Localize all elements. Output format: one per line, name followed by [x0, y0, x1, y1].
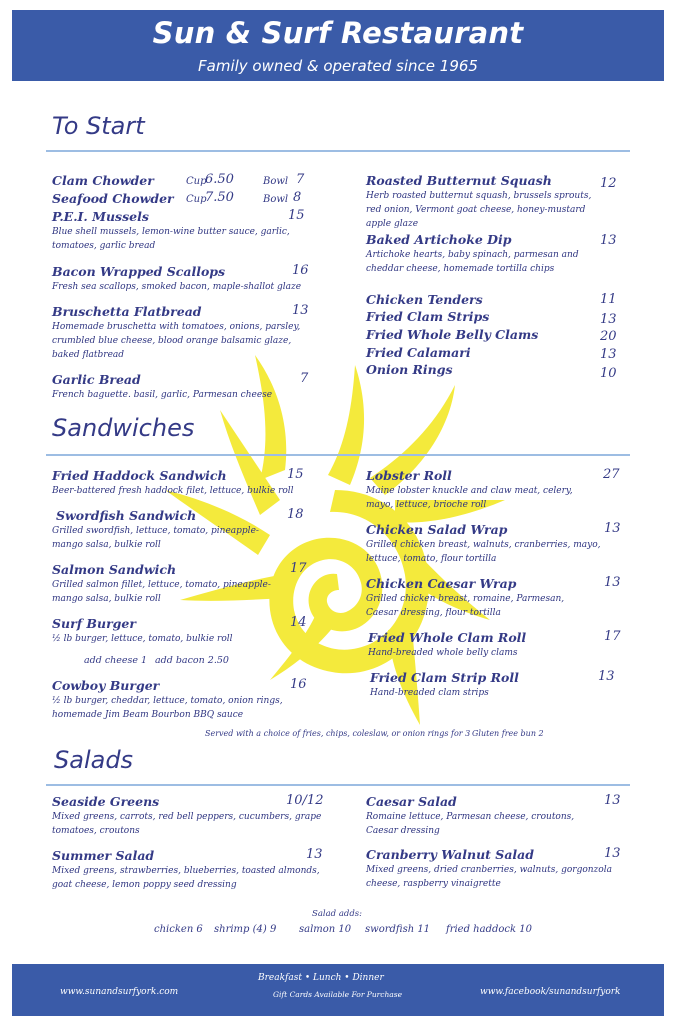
- item-description: Fresh sea scallops, smoked bacon, maple-shallot glaze: [52, 282, 302, 292]
- item-description: Herb roasted butternut squash, brussels sprouts, red onion, Vermont goat cheese, honey-mustard apple glaze: [366, 191, 592, 229]
- cup-price: 6.50: [205, 172, 234, 187]
- item-price: 7: [300, 371, 309, 386]
- item-description: Artichoke hearts, baby spinach, parmesan and cheddar cheese, homemade tortilla chips: [366, 250, 579, 274]
- menu-item-butternut-squash: [366, 173, 606, 231]
- item-price: 13: [604, 575, 621, 590]
- item-price: 11: [600, 292, 617, 307]
- item-name: Cowboy Burger: [52, 678, 160, 693]
- item-name: Clam Chowder: [52, 173, 154, 188]
- salad-adds-label: Salad adds:: [312, 909, 362, 919]
- item-price: 13: [600, 312, 617, 327]
- section-title-to-start: To Start: [52, 112, 145, 140]
- item-name: Chicken Salad Wrap: [366, 522, 508, 537]
- item-price: 13: [600, 347, 617, 362]
- menu-item-bacon-scallops: [52, 264, 312, 294]
- item-description: Mixed greens, carrots, red bell peppers, cucumbers, grape tomatoes, croutons: [52, 812, 322, 836]
- item-name: Swordfish Sandwich: [56, 508, 197, 523]
- salad-add-haddock: fried haddock 10: [446, 924, 532, 935]
- menu-item-whole-clam-roll: [368, 630, 598, 660]
- menu-item-cowboy-burger: [52, 678, 302, 722]
- menu-item-summer-salad: [52, 848, 322, 892]
- item-name: Seaside Greens: [52, 794, 160, 809]
- item-name: Caesar Salad: [366, 794, 457, 809]
- facebook-link[interactable]: www.facebook/sunandsurfyork: [480, 987, 621, 997]
- item-description: Mixed greens, strawberries, blueberries, toasted almonds, goat cheese, lemon poppy seed dressing: [52, 866, 320, 890]
- item-description: Hand-breaded whole belly clams: [368, 648, 518, 658]
- menu-item-fried-clam-strips: [366, 309, 489, 324]
- salad-add-swordfish: swordfish 11: [365, 924, 431, 935]
- menu-item-swordfish-sandwich: [52, 508, 286, 552]
- menu-item-clam-strip-roll: [370, 670, 590, 700]
- item-name: Chicken Tenders: [366, 292, 483, 307]
- item-name: Fried Haddock Sandwich: [52, 468, 227, 483]
- item-price: 15: [287, 467, 304, 482]
- menu-item-caesar-salad: [366, 794, 606, 838]
- item-name: Baked Artichoke Dip: [366, 232, 512, 247]
- add-cheese: add cheese 1: [84, 655, 148, 666]
- restaurant-subtitle: Family owned & operated since 1965: [198, 57, 478, 75]
- item-price: 15: [288, 208, 305, 223]
- header-banner: [12, 10, 664, 81]
- menu-item-surf-burger: [52, 616, 292, 646]
- cup-label: Cup: [186, 194, 207, 205]
- item-name: Bacon Wrapped Scallops: [52, 264, 226, 279]
- bowl-label: Bowl: [263, 194, 289, 205]
- item-name: P.E.I. Mussels: [52, 209, 149, 224]
- item-price: 10/12: [286, 793, 324, 808]
- meal-times: Breakfast • Lunch • Dinner: [258, 973, 384, 983]
- item-price: 16: [290, 677, 307, 692]
- item-description: Homemade bruschetta with tomatoes, onions, parsley, crumbled blue cheese, blood orange balsamic glaze, baked flatbread: [52, 322, 301, 360]
- item-description: Maine lobster knuckle and claw meat, celery, mayo, lettuce, brioche roll: [366, 486, 573, 510]
- item-name: Garlic Bread: [52, 372, 141, 387]
- item-name: Summer Salad: [52, 848, 155, 863]
- item-name: Chicken Caesar Wrap: [366, 576, 517, 591]
- website-link[interactable]: www.sunandsurfyork.com: [60, 987, 179, 997]
- section-title-salads: Salads: [54, 746, 134, 774]
- item-name: Fried Clam Strips: [366, 309, 490, 324]
- menu-item-onion-rings: [366, 362, 453, 377]
- item-price: 10: [600, 366, 617, 381]
- salad-add-shrimp: shrimp (4) 9: [214, 924, 277, 935]
- cup-price: 7.50: [205, 190, 234, 205]
- item-name: Lobster Roll: [366, 468, 452, 483]
- item-description: Grilled chicken breast, walnuts, cranberries, mayo, lettuce, tomato, flour tortilla: [366, 540, 601, 564]
- item-name: Roasted Butternut Squash: [366, 173, 552, 188]
- section-divider: [46, 454, 630, 456]
- menu-item-pei-mussels: [52, 209, 312, 253]
- menu-item-seafood-chowder: [52, 191, 174, 206]
- item-name: Onion Rings: [366, 362, 453, 377]
- item-description: Mixed greens, dried cranberries, walnuts, gorgonzola cheese, raspberry vinaigrette: [366, 865, 612, 889]
- item-price: 13: [604, 793, 621, 808]
- item-name: Cranberry Walnut Salad: [366, 847, 535, 862]
- item-description: French baguette. basil, garlic, Parmesan cheese: [52, 390, 273, 400]
- item-price: 13: [598, 669, 615, 684]
- menu-item-bruschetta: [52, 304, 302, 362]
- section-title-sandwiches: Sandwiches: [52, 414, 195, 442]
- item-price: 13: [604, 846, 621, 861]
- item-description: Grilled salmon fillet, lettuce, tomato, pineapple-mango salsa, bulkie roll: [52, 580, 271, 604]
- item-description: ½ lb burger, lettuce, tomato, bulkie roll: [52, 634, 233, 644]
- item-description: Blue shell mussels, lemon-wine butter sauce, garlic, tomatoes, garlic bread: [52, 227, 290, 251]
- item-price: 20: [600, 329, 617, 344]
- item-price: 18: [287, 507, 304, 522]
- item-description: Beer-battered fresh haddock filet, lettuce, bulkie roll: [52, 486, 294, 496]
- item-price: 17: [290, 561, 307, 576]
- bowl-price: 8: [293, 190, 302, 205]
- menu-item-chicken-tenders: [366, 292, 483, 307]
- sides-note: Served with a choice of fries, chips, coleslaw, or onion rings for 3: [205, 729, 471, 738]
- menu-item-cranberry-walnut: [366, 847, 628, 891]
- item-name: Seafood Chowder: [52, 191, 174, 206]
- item-description: ½ lb burger, cheddar, lettuce, tomato, onion rings, homemade Jim Beam Bourbon BBQ sauce: [52, 696, 283, 720]
- item-price: 12: [600, 176, 617, 191]
- menu-item-chicken-salad-wrap: [366, 522, 621, 566]
- item-name: Fried Whole Belly Clams: [366, 327, 539, 342]
- item-name: Fried Clam Strip Roll: [370, 670, 519, 685]
- item-price: 13: [604, 521, 621, 536]
- menu-item-salmon-sandwich: [52, 562, 292, 606]
- menu-item-lobster-roll: [366, 468, 596, 512]
- menu-item-fried-calamari: [366, 345, 471, 360]
- item-name: Fried Calamari: [366, 345, 471, 360]
- item-price: 17: [604, 629, 621, 644]
- menu-item-artichoke-dip: [366, 232, 591, 276]
- item-price: 16: [292, 263, 309, 278]
- salad-add-salmon: salmon 10: [299, 924, 352, 935]
- section-divider: [46, 150, 630, 152]
- item-description: Grilled swordfish, lettuce, tomato, pineapple-mango salsa, bulkie roll: [52, 526, 259, 550]
- item-price: 13: [600, 233, 617, 248]
- item-description: Grilled chicken breast, romaine, Parmesan, Caesar dressing, flour tortilla: [366, 594, 565, 618]
- add-bacon: add bacon 2.50: [155, 655, 229, 666]
- bowl-price: 7: [296, 172, 305, 187]
- section-divider: [46, 784, 630, 786]
- item-name: Bruschetta Flatbread: [52, 304, 202, 319]
- salad-add-chicken: chicken 6: [154, 924, 203, 935]
- bowl-label: Bowl: [263, 176, 289, 187]
- menu-item-garlic-bread: [52, 372, 302, 402]
- gift-cards-note: Gift Cards Available For Purchase: [273, 990, 403, 999]
- menu-item-clam-chowder: [52, 173, 154, 188]
- menu-item-whole-belly-clams: [366, 327, 538, 342]
- item-name: Surf Burger: [52, 616, 136, 631]
- gluten-free-note: Gluten free bun 2: [472, 729, 544, 738]
- item-price: 13: [306, 847, 323, 862]
- cup-label: Cup: [186, 176, 207, 187]
- item-name: Fried Whole Clam Roll: [368, 630, 527, 645]
- footer-banner: [12, 964, 664, 1016]
- menu-item-haddock-sandwich: [52, 468, 302, 498]
- item-price: 27: [603, 467, 620, 482]
- item-description: Romaine lettuce, Parmesan cheese, croutons, Caesar dressing: [366, 812, 575, 836]
- item-name: Salmon Sandwich: [52, 562, 177, 577]
- menu-item-chicken-caesar-wrap: [366, 576, 591, 620]
- item-price: 14: [290, 615, 307, 630]
- item-price: 13: [292, 303, 309, 318]
- restaurant-title: Sun & Surf Restaurant: [152, 16, 524, 50]
- item-description: Hand-breaded clam strips: [370, 688, 489, 698]
